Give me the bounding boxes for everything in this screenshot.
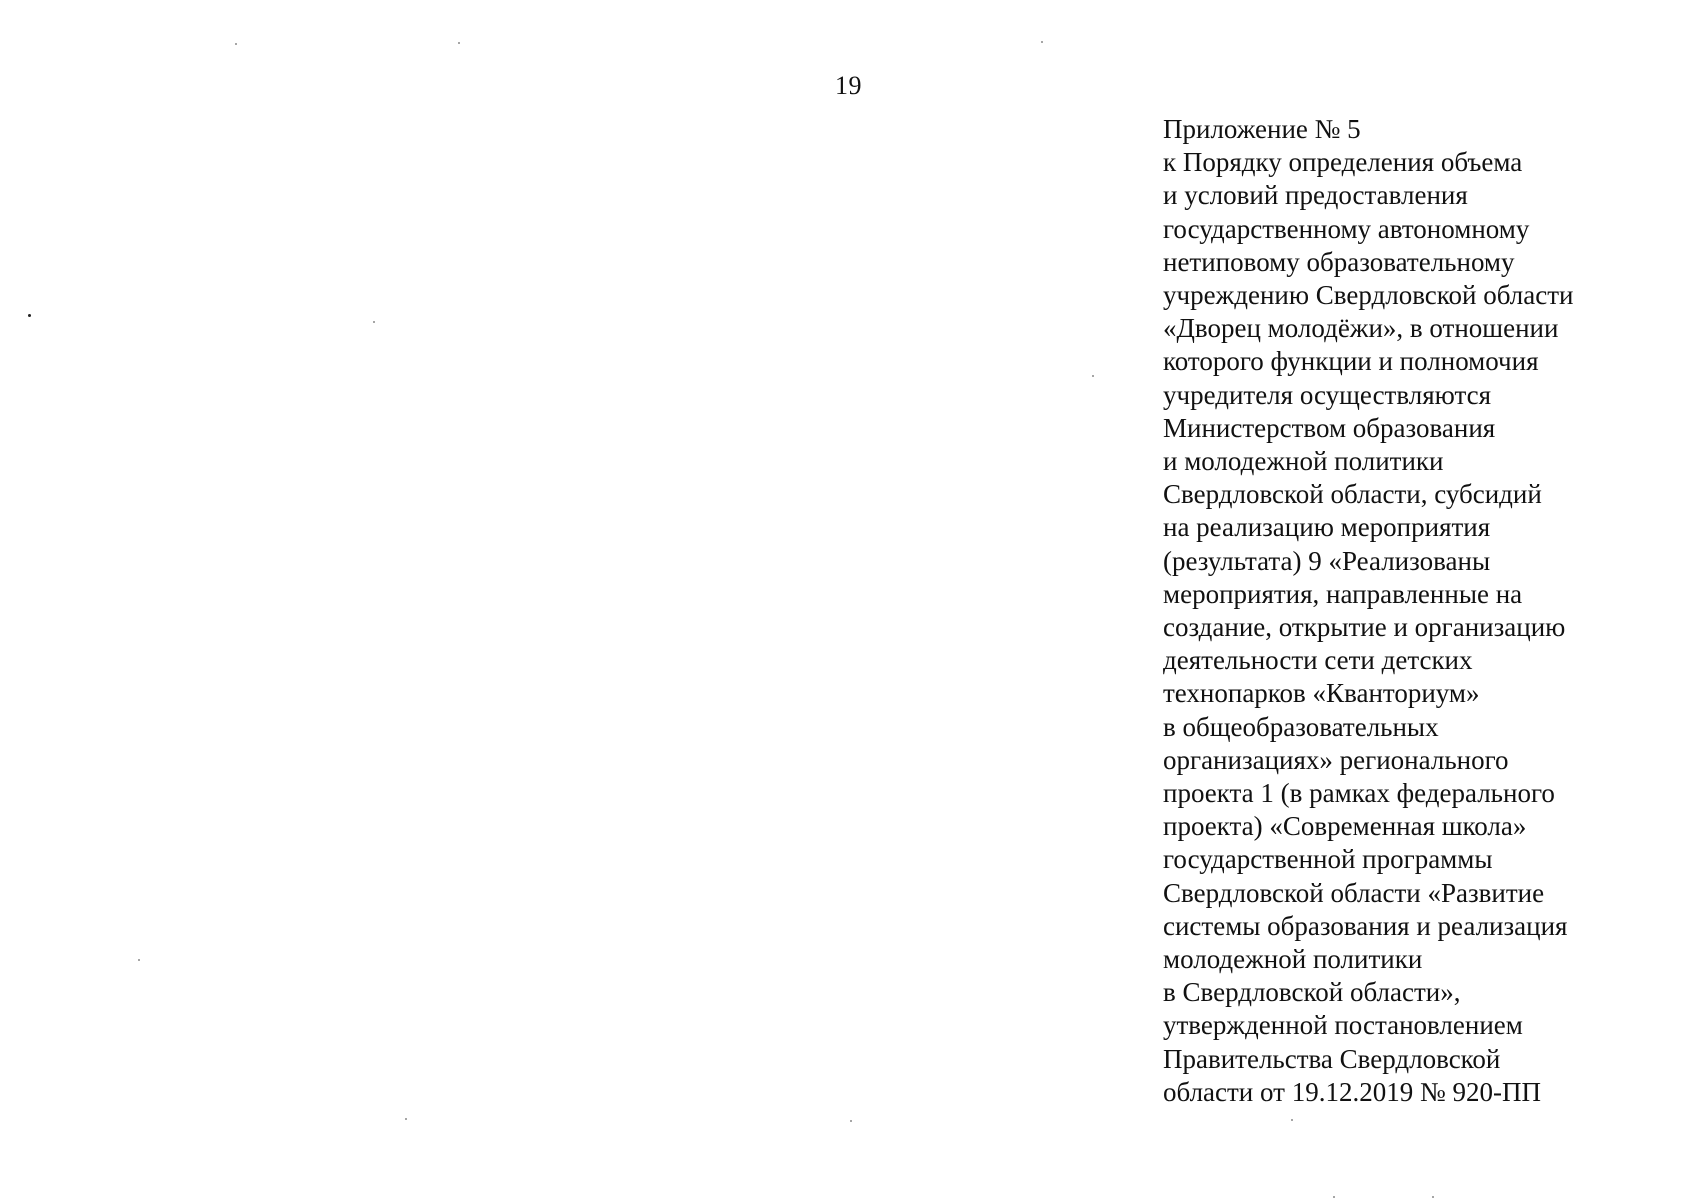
annex-line: Министерством образования: [1163, 412, 1496, 443]
scan-speck: [458, 42, 460, 44]
annex-line: к Порядку определения объема: [1163, 147, 1523, 178]
annex-line: Свердловской области, субсидий: [1163, 479, 1542, 510]
scan-speck: [1432, 1196, 1434, 1198]
annex-line: в общеобразовательных: [1163, 711, 1439, 742]
annex-line: создание, открытие и организацию: [1163, 612, 1566, 643]
scan-speck: [1291, 1119, 1293, 1121]
annex-line: и условий предоставления: [1163, 180, 1468, 211]
scan-speck: [1333, 1196, 1335, 1198]
annex-line: технопарков «Кванториум»: [1163, 678, 1480, 709]
annex-line: нетиповому образовательному: [1163, 246, 1515, 277]
annex-line: Приложение № 5: [1163, 114, 1361, 144]
annex-line: молодежной политики: [1163, 944, 1423, 975]
page-number: 19: [835, 71, 862, 100]
annex-line: организациях» регионального: [1163, 744, 1509, 775]
annex-line: в Свердловской области»,: [1163, 977, 1461, 1008]
annex-line: Свердловской области «Развитие: [1163, 877, 1545, 908]
scan-speck: [1041, 41, 1043, 43]
annex-line: проекта 1 (в рамках федерального: [1163, 778, 1555, 809]
scan-speck: [138, 959, 140, 961]
annex-line: системы образования и реализация: [1163, 910, 1568, 941]
annex-line: которого функции и полномочия: [1163, 346, 1539, 377]
annex-header-block: [1163, 113, 1683, 1109]
scan-speck: [1092, 375, 1094, 377]
annex-line: и молодежной политики: [1163, 446, 1444, 477]
annex-line: учредителя осуществляются: [1163, 379, 1491, 410]
annex-line: области от 19.12.2019 № 920-ПП: [1163, 1076, 1541, 1107]
annex-line: учреждению Свердловской области: [1163, 280, 1574, 311]
scan-speck: [373, 321, 375, 323]
annex-line: на реализацию мероприятия: [1163, 512, 1491, 543]
annex-line: утвержденной постановлением: [1163, 1010, 1523, 1041]
annex-line: государственному автономному: [1163, 213, 1530, 244]
scan-speck: [850, 1120, 852, 1122]
annex-line: мероприятия, направленные на: [1163, 578, 1523, 609]
annex-line: Правительства Свердловской: [1163, 1043, 1501, 1074]
annex-line: (результата) 9 «Реализованы: [1163, 545, 1491, 576]
annex-line: проекта) «Современная школа»: [1163, 811, 1527, 842]
scan-speck: [235, 43, 237, 45]
annex-line: «Дворец молодёжи», в отношении: [1163, 313, 1559, 344]
scan-speck: [28, 314, 31, 317]
annex-line: государственной программы: [1163, 844, 1493, 875]
scan-speck: [405, 1118, 407, 1120]
annex-line: деятельности сети детских: [1163, 645, 1473, 676]
